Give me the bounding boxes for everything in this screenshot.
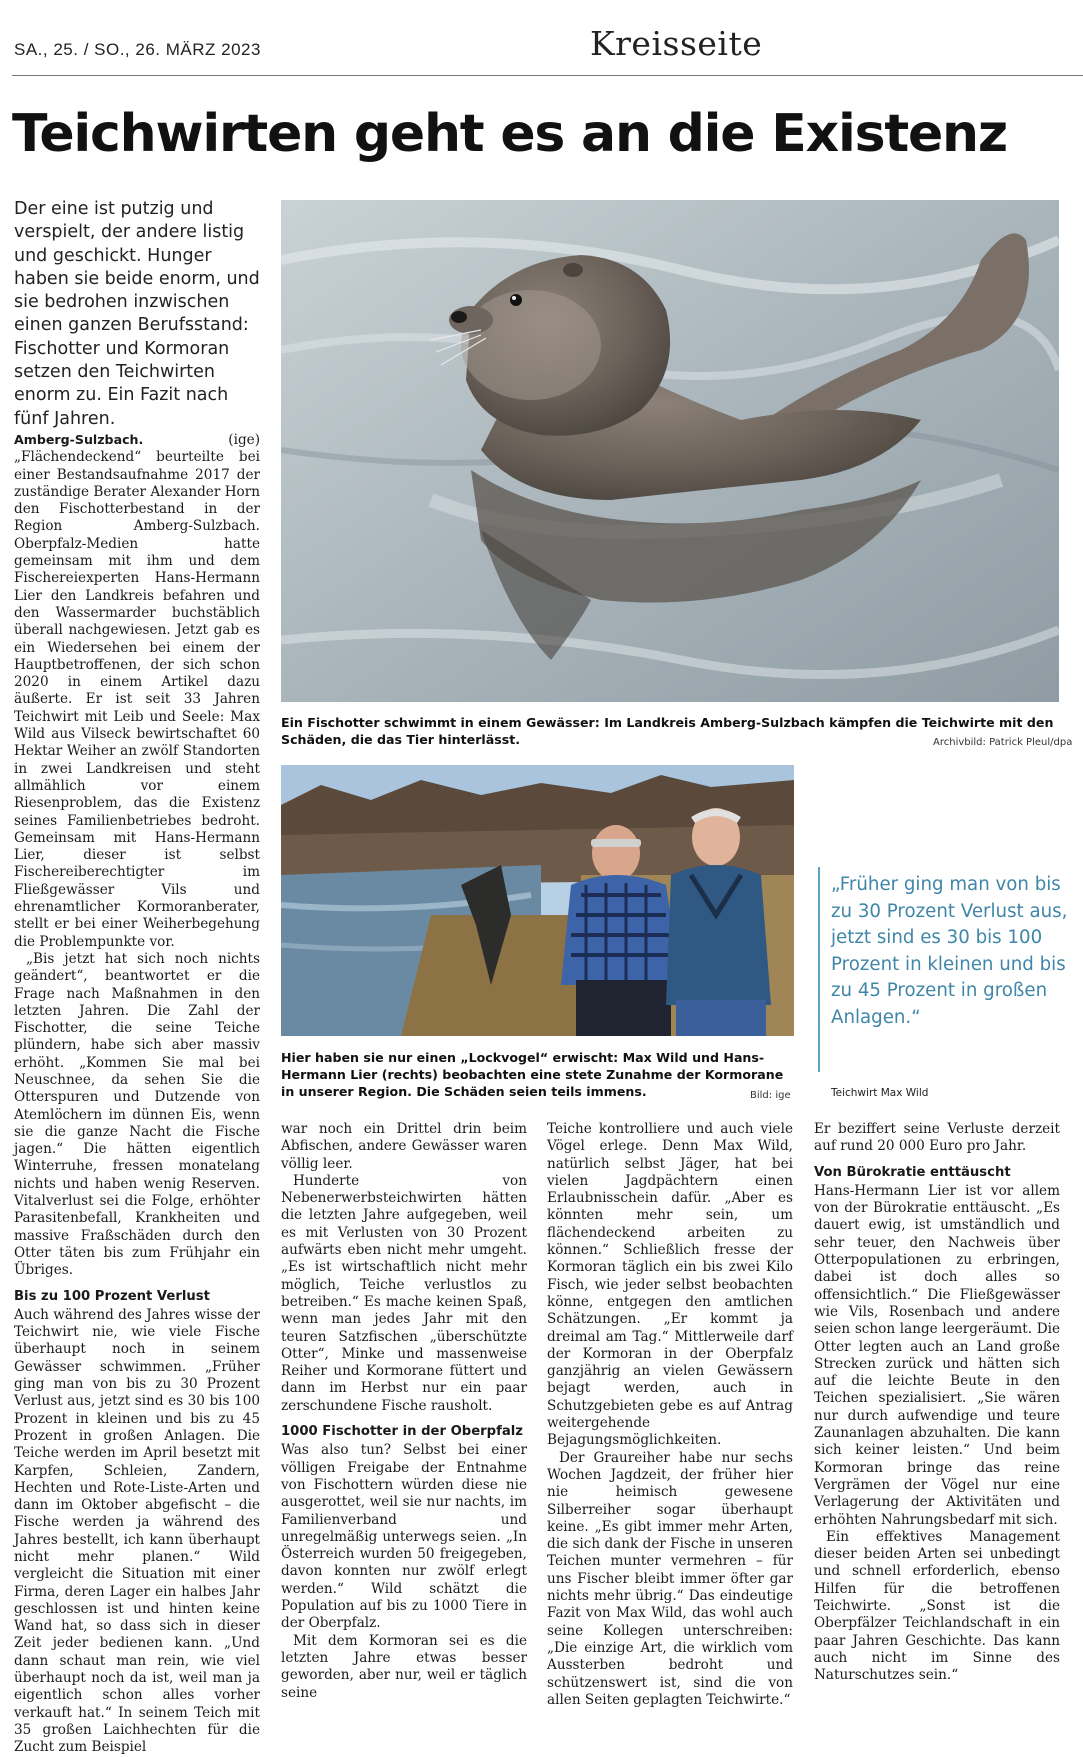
- article-column-3: [547, 1121, 793, 1709]
- column-2-paragraph-2: Hunderte von Nebenerwerbsteichwirten hätten die letzten Jahre aufgegeben, weil es mit Verlusten von 30 Prozent aufwärts eben nicht mehr umgeht. „Es ist wirtschaftlich nicht mehr möglich, Teiche verlustlos zu betreiben.“ Es mache keinen Spaß, wenn man jedes Jahr mit den teuren Satzfischen „überschützte Otter“, Minke und massenweise Reiher und Kormorane füttert und dann im Herbst nur ein paar zerschundene Fische rausholt.: [281, 1172, 527, 1414]
- article-dateline: Amberg-Sulzbach.: [14, 432, 144, 447]
- column-4-paragraph-1: Er beziffert seine Verluste derzeit auf rund 20 000 Euro pro Jahr.: [814, 1121, 1060, 1155]
- column-2-paragraph-3: Was also tun? Selbst bei einer völligen Freigabe der Entnahme von Fischottern würden diese nie ausgerottet, weil sie nur nachts, im Familienverband und unregelmäßig unterwegs seien. „In Österreich wurden 50 freigegeben, davon konnten nur zwölf erlegt werden.“ Wild schätzt die Population auf bis zu 1000 Tiere in der Oberpfalz.: [281, 1442, 527, 1632]
- otter-photo: [281, 200, 1059, 702]
- otter-photo-caption: Ein Fischotter schwimmt in einem Gewässer: Im Landkreis Amberg-Sulzbach kämpfen die Teichwirte mit den Schäden, die das Tier hinterlässt.: [281, 715, 1054, 747]
- column-4-paragraph-3: Ein effektives Management dieser beiden Arten sei unbedingt und schnell erforderlich, ebenso Hilfen für die betroffenen Teichwirte. „Sonst ist die Oberpfälzer Teichlandschaft in ein paar Jahren Geschichte. Das kann auch nicht im Sinne des Naturschutzes sein.“: [814, 1528, 1060, 1684]
- article-column-4: [814, 1121, 1060, 1685]
- subheading-verlust: Bis zu 100 Prozent Verlust: [14, 1288, 210, 1304]
- issue-date: SA., 25. / SO., 26. MÄRZ 2023: [14, 40, 261, 59]
- article-lead: Der eine ist putzig und verspielt, der andere listig und geschickt. Hunger haben sie beide enorm, und sie bedrohen inzwischen einen ganzen Berufsstand: Fischotter und Kormoran setzen den Teichwirten enorm zu. Ein Fazit nach fünf Jahren.: [14, 199, 260, 429]
- column-3-paragraph-1: Teiche kontrolliere und auch viele Vögel erlege. Denn Max Wild, natürlich selbst Jäger, hat bei vielen Jagdpächtern einen Erlaubnisschein dafür. „Aber es könnten mehr sein, um flächendeckend arbeiten zu können.“ Schließlich fresse der Kormoran täglich ein bis zwei Kilo Fisch, wie jeder selbst beobachten könne, entgegen den amtlichen Schätzungen. „Er kommt ja dreimal am Tag.“ Mittlerweile darf der Kormoran in der Oberpfalz ganzjährig an vielen Gewässern bejagt werden, auch in Schutzgebieten gebe es auf Antrag weitergehende Bejagungsmöglichkeiten.: [547, 1121, 793, 1449]
- otter-photo-credit: Archivbild: Patrick Pleul/dpa: [933, 737, 1073, 748]
- subheading-fischotter: 1000 Fischotter in der Oberpfalz: [281, 1424, 523, 1440]
- section-title: Kreisseite: [590, 24, 763, 63]
- column-2-paragraph-1: war noch ein Drittel drin beim Abfischen, andere Gewässer waren völlig leer.: [281, 1121, 527, 1172]
- header-divider: [12, 75, 1083, 76]
- column-1-paragraph-1: (ige) „Flächendeckend“ beurteilte bei einer Bestandsaufnahme 2017 der zuständige Berater Alexander Horn den Fischotterbestand in der Region Amberg-Sulzbach. Oberpfalz-Medien hatte gemeinsam mit ihm und dem Fischereiexperten Hans-Hermann Lier den Landkreis befahren und den Wassermarder buchstäblich überall nachgewiesen. Jetzt gab es ein Wiedersehen bei einem der Hauptbetroffenen, der sich schon 2020 in einem Artikel dazu äußerte. Er ist seit 33 Jahren Teichwirt mit Leib und Seele: Max Wild aus Vilseck bewirtschaftet 60 Hektar Weiher an zwölf Standorten in zwei Landkreisen und steht allmählich vor einem Riesenproblem, das die Existenz seines Familienbetriebes bedroht. Gemeinsam mit Hans-Hermann Lier, dieser ist selbst Fischereiberechtigter im Fließgewässer Vils und ehrenamtlicher Kormoranberater, stellt er bei einer Weiherbegehung die Problempunkte vor.: [14, 432, 260, 950]
- pullquote-bar: [818, 867, 820, 1072]
- article-headline: Teichwirten geht es an die Existenz: [12, 104, 1007, 164]
- pullquote-text: „Früher ging man von bis zu 30 Prozent Verlust aus, jetzt sind es 30 bis 100 Prozent in kleinen und bis zu 45 Prozent in großen Anlagen.“: [831, 874, 1068, 1028]
- men-photo-caption: Hier haben sie nur einen „Lockvogel“ erwischt: Max Wild und Hans-Hermann Lier (rechts) beobachten eine stete Zunahme der Kormorane in unserer Region. Die Schäden seien teils immens.: [281, 1050, 784, 1099]
- men-photo: [281, 765, 794, 1036]
- column-2-paragraph-4: Mit dem Kormoran sei es die letzten Jahre etwas besser geworden, aber nur, weil er täglich seine: [281, 1632, 527, 1701]
- column-1-paragraph-3: Auch während des Jahres wisse der Teichwirt nie, wie viele Fische überhaupt noch in seinem Gewässer schwimmen. „Früher ging man von bis zu 30 Prozent Verlust aus, jetzt sind es 30 bis 100 Prozent in kleinen und bis zu 45 Prozent in großen Anlagen. Die Teiche werden im April besetzt mit Karpfen, Schleien, Zandern, Hechten und Rote-Liste-Arten und dann im Oktober abgefischt – die Fische werden ja während des Jahres bestellt, ich kann überhaupt nicht mehr planen.“ Wild vergleicht die Situation mit einer Firma, deren Lager ein halbes Jahr geschlossen ist und hinten keine Wand hat, so dass sich in dieser Zeit jeder bedienen kann. „Und dann schaut man rein, wie viel überhaupt noch da ist, weil man ja eigentlich schon alles vorher verkauft hat.“ In seinem Teich mit 35 großen Laichhechten für die Zucht zum Beispiel: [14, 1306, 260, 1756]
- subheading-buerokratie: Von Bürokratie enttäuscht: [814, 1164, 1011, 1180]
- article-column-1: [14, 431, 260, 1757]
- pullquote-source: Teichwirt Max Wild: [831, 1087, 929, 1099]
- article-column-2: [281, 1121, 527, 1702]
- column-4-paragraph-2: Hans-Hermann Lier ist vor allem von der Bürokratie enttäuscht. „Es dauert ewig, ist umständlich und sehr teuer, den Nachweis über Otterpopulationen zu erbringen, dabei ist doch alles so offensichtlich.“ Die Fließgewässer wie Vils, Rosenbach und andere seien schon lange leergeräumt. Die Otter legten auch an Land große Strecken zurück und hätten sich auf die leichte Beute in den Teichen spezialisiert. „Sie wären nur durch aufwendige und teure Zaunanlagen abzuhalten. Die kann sich keiner leisten.“ Und beim Kormoran bringe das reine Vergrämen der Vögel nur eine Verlagerung der Aktivitäten und erhöhten Nahrungsbedarf mit sich.: [814, 1182, 1060, 1528]
- men-photo-credit: Bild: ige: [750, 1090, 791, 1101]
- column-3-paragraph-2: Der Graureiher habe nur sechs Wochen Jagdzeit, der früher hier nie heimisch gewesene Silberreiher sogar überhaupt keine. „Es gibt immer mehr Arten, die sich dank der Fische in unseren Teichen munter vermehren – für uns Fischer bleibt immer öfter gar nichts mehr übrig.“ Das eindeutige Fazit von Max Wild, das wohl auch seine Kollegen unterschreiben: „Die einzige Art, die wirklich vom Aussterben bedroht und schützenswert ist, sind die von allen Seiten geplagten Teichwirte.“: [547, 1449, 793, 1708]
- column-1-paragraph-2: „Bis jetzt hat sich noch nichts geändert“, beantwortet er die Frage nach Maßnahmen in den letzten Jahren. Die Zahl der Fischotter, die seine Teiche plündern, habe sich aber massiv erhöht. „Kommen Sie mal bei Neuschnee, da sehen Sie die Otterspuren und Dutzende von Atemlöchern im dünnen Eis, wenn sie die ganze Nacht die Fische jagen.“ Die hätten eigentlich Winterruhe, fressen monatelang nichts und haben wenig Reserven. Vitalverlust sei die Folge, erhöhter Parasitenbefall, Krankheiten und massive Fraßschäden durch den Otter täten bis zum Frühjahr ein Übriges.: [14, 950, 260, 1279]
